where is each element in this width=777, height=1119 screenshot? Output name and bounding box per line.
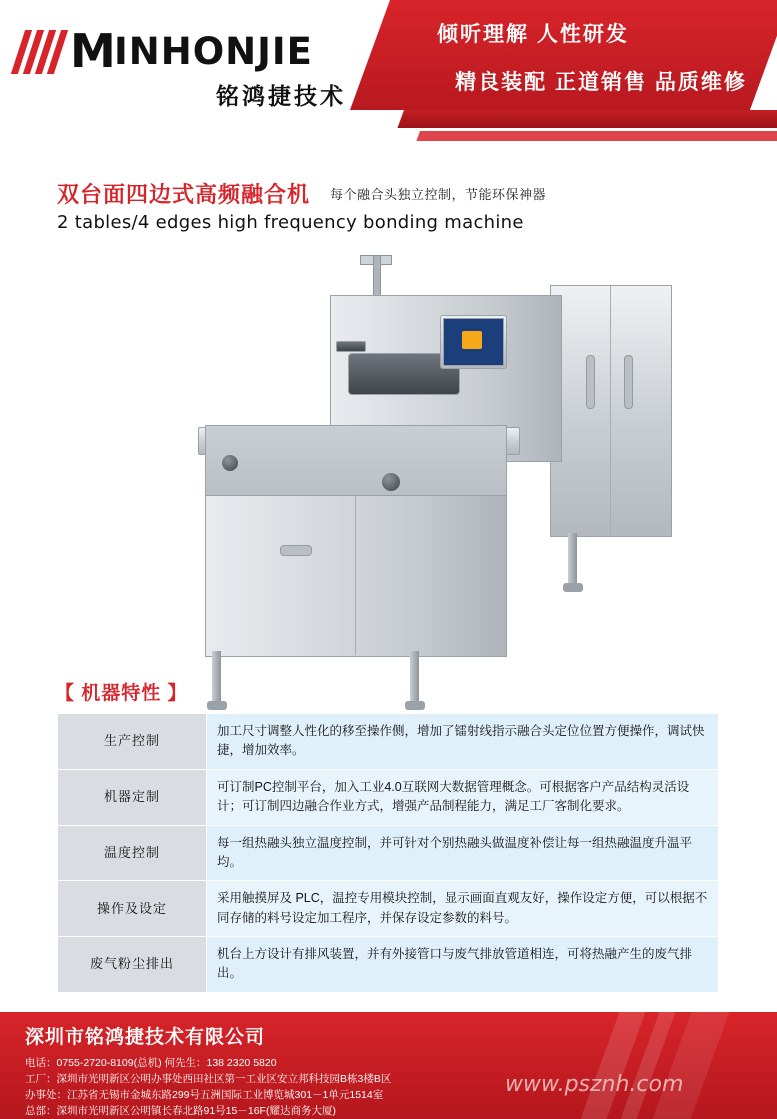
footer-factory-address: 工厂：深圳市光明新区公明办事处西田社区第一工业区安立邦科技园B栋3楼B区 (25, 1073, 392, 1085)
machine-knob-left (222, 455, 238, 471)
company-logo (18, 26, 378, 116)
machine-control-panel (336, 341, 366, 352)
logo-monogram: M (70, 24, 115, 78)
table-row (58, 881, 719, 937)
machine-front-handle (280, 545, 312, 556)
site-watermark: www.psznh.com (505, 1072, 684, 1097)
header-red-banner-stripe-3 (416, 131, 777, 141)
table-row (58, 937, 719, 993)
feature-key: 废气粉尘排出 (58, 937, 207, 993)
logo-wordmark: INHONJIE (114, 30, 313, 73)
features-heading: 【 机器特性 】 (55, 683, 188, 704)
product-title-cn: 双台面四边式高频融合机 (57, 182, 311, 207)
machine-cabinet-handle-right (624, 355, 633, 409)
logo-stripes-icon (18, 30, 66, 74)
features-table-wrapper (57, 713, 719, 993)
machine-foot-2 (405, 701, 425, 710)
machine-front-door-seam (355, 495, 356, 655)
table-row (58, 714, 719, 770)
machine-cabinet-door-seam (610, 285, 611, 535)
footer-contact-block (25, 1055, 391, 1119)
logo-chinese-name: 铭鸿捷技术 (216, 83, 346, 109)
machine-foot-3 (563, 583, 583, 592)
machine-right-cabinet (550, 285, 672, 537)
slogan-line-1: 倾听理解 人性研发 (437, 23, 629, 46)
machine-knob-right (382, 473, 400, 491)
footer-office-address: 办事处：江苏省无锡市金城东路299号五洲国际工业博览城301－1单元1514室 (25, 1089, 384, 1101)
machine-foot-1 (207, 701, 227, 710)
footer-company-name: 深圳市铭鸿捷技术有限公司 (25, 1027, 266, 1048)
feature-value: 加工尺寸调整人性化的移至操作侧，增加了镭射线指示融合头定位位置方便操作，调试快捷，增加效率。 (207, 714, 719, 770)
table-row (58, 769, 719, 825)
header-slogan (425, 8, 777, 113)
machine-cabinet-handle-left (586, 355, 595, 409)
slogan-line-2: 精良装配 正道销售 品质维修 (455, 71, 747, 94)
footer-phone-line: 电话：0755-2720-8109(总机) 何先生：138 2320 5820 (25, 1057, 277, 1069)
table-row (58, 825, 719, 881)
feature-key: 机器定制 (58, 769, 207, 825)
feature-value: 每一组热融头独立温度控制，并可针对个别热融头做温度补偿让每一组热融温度升温平均。 (207, 825, 719, 881)
page-footer (0, 1012, 777, 1119)
feature-value: 采用触摸屏及 PLC，温控专用模块控制，显示画面直观友好，操作设定方便，可以根据不同存储的料号设定加工程序，并保存设定参数的料号。 (207, 881, 719, 937)
machine-front-cabinet (205, 495, 507, 657)
features-table (57, 713, 719, 993)
page-header (0, 0, 777, 148)
footer-hq-address: 总部：深圳市光明新区公明镇长春北路91号15－16F(耀达商务大厦) (25, 1105, 336, 1117)
feature-key: 生产控制 (58, 714, 207, 770)
feature-key: 操作及设定 (58, 881, 207, 937)
feature-value: 可订制PC控制平台，加入工业4.0互联网大数据管理概念。可根据客户产品结构灵活设计；可订制四边融合作业方式，增强产品制程能力，满足工厂客制化要求。 (207, 769, 719, 825)
product-photo (150, 255, 670, 655)
windows-logo-icon (462, 331, 482, 349)
product-title-en: 2 tables/4 edges high frequency bonding machine (57, 212, 524, 233)
feature-key: 温度控制 (58, 825, 207, 881)
feature-value: 机台上方设计有排风装置，并有外接管口与废气排放管道相连，可将热融产生的废气排出。 (207, 937, 719, 993)
product-subtitle: 每个融合头独立控制，节能环保神器 (330, 187, 547, 202)
